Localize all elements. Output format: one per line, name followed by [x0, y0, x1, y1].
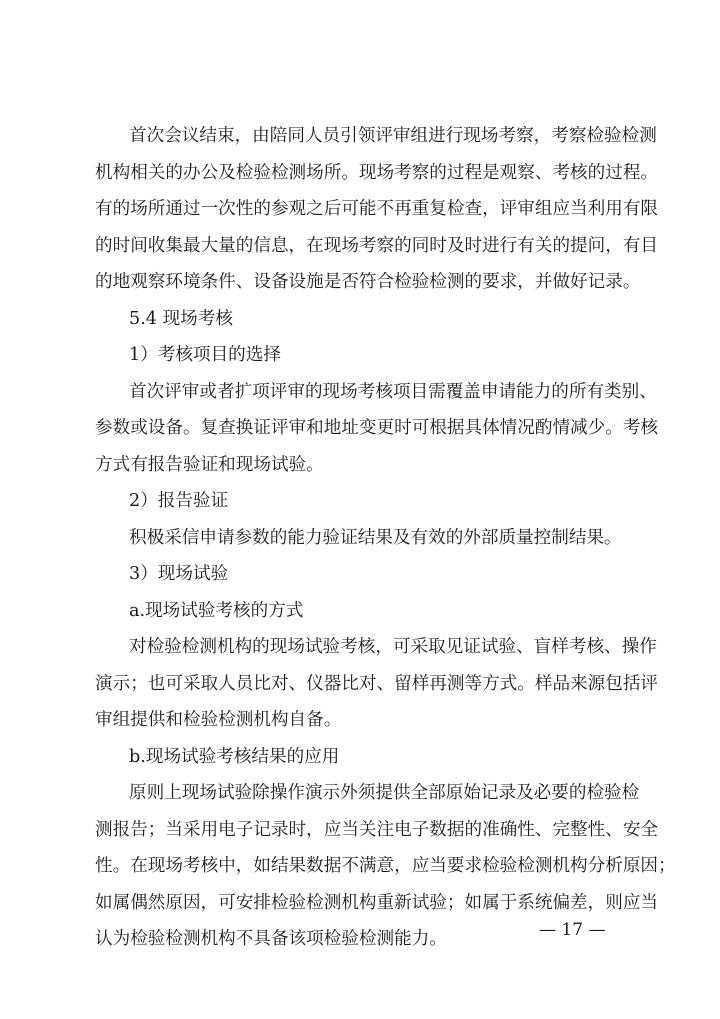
subsection-heading: 3）现场试验	[129, 564, 229, 584]
paragraph-line: 原则上现场试验除操作演示外须提供全部原始记录及必要的检验检	[129, 783, 640, 803]
paragraph-line: 机构相关的办公及检验检测场所。现场考察的过程是观察、考核的过程。	[95, 162, 659, 183]
paragraph-line: 的时间收集最大量的信息，在现场考察的同时及时进行有关的提问，有目	[95, 235, 659, 256]
paragraph-line: 对检验检测机构的现场试验考核，可采取见证试验、盲样考核、操作	[129, 637, 657, 657]
paragraph-line: 测报告；当采用电子记录时，应当关注电子数据的准确性、完整性、安全	[95, 819, 659, 840]
paragraph-line: 方式有报告验证和现场试验。	[95, 454, 324, 475]
paragraph-line: 首次会议结束，由陪同人员引领评审组进行现场考察，考察检验检测	[129, 126, 657, 146]
item-heading: b.现场试验考核结果的应用	[129, 746, 340, 767]
subsection-heading: 1）考核项目的选择	[129, 345, 281, 365]
page-number: — 17 —	[539, 920, 606, 940]
section-heading: 5.4 现场考核	[129, 308, 233, 329]
paragraph-line: 首次评审或者扩项评审的现场考核项目需覆盖申请能力的所有类别、	[129, 381, 657, 402]
paragraph-line: 的地观察环境条件、设备设施是否符合检验检测的要求，并做好记录。	[95, 272, 641, 292]
item-heading: a.现场试验考核的方式	[129, 600, 304, 621]
document-body	[95, 118, 676, 958]
paragraph-line: 如属偶然原因，可安排检验检测机构重新试验；如属于系统偏差，则应当	[95, 892, 659, 913]
paragraph-line: 有的场所通过一次性的参观之后可能不再重复检查，评审组应当利用有限	[95, 199, 659, 219]
paragraph-line: 参数或设备。复查换证评审和地址变更时可根据具体情况酌情减少。考核	[95, 418, 659, 438]
paragraph-line: 认为检验检测机构不具备该项检验检测能力。	[95, 929, 447, 949]
paragraph-line: 审组提供和检验检测机构自备。	[95, 710, 342, 730]
paragraph-line: 演示；也可采取人员比对、仪器比对、留样再测等方式。样品来源包括评	[95, 673, 659, 694]
subsection-heading: 2）报告验证	[129, 491, 229, 511]
paragraph-line: 积极采信申请参数的能力验证结果及有效的外部质量控制结果。	[129, 527, 622, 548]
paragraph-line: 性。在现场考核中，如结果数据不满意，应当要求检验检测机构分析原因；	[95, 856, 676, 876]
